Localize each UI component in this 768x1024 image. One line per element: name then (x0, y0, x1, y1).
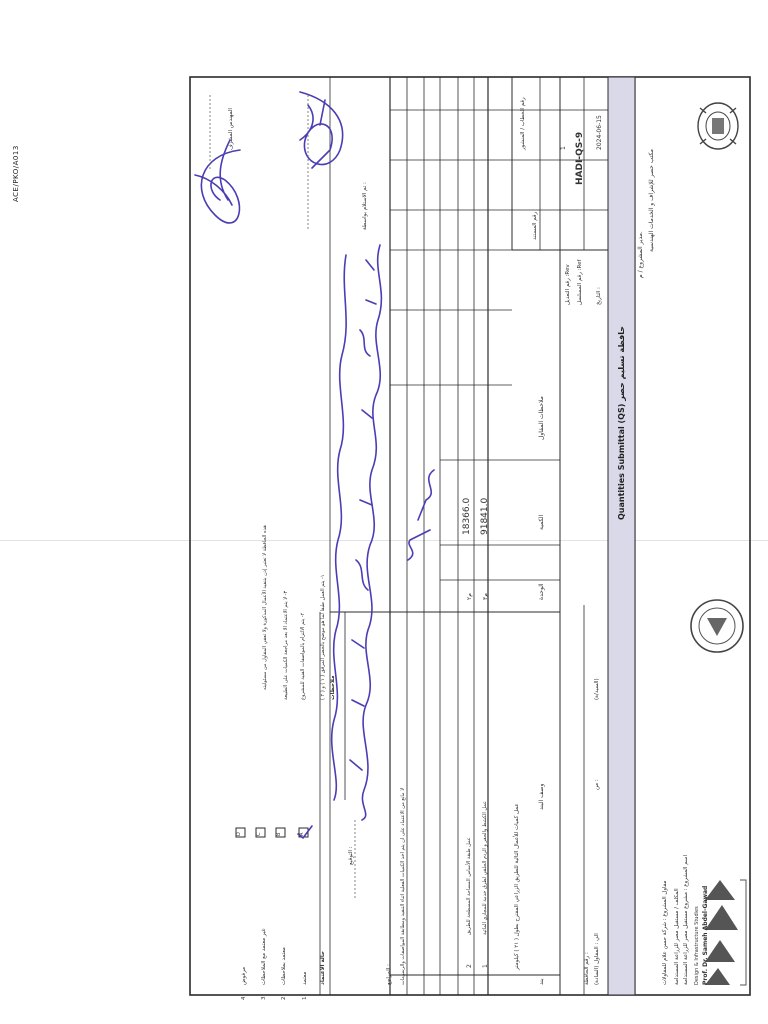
status-option-1: معتمد (302, 971, 308, 985)
ministry-logo (698, 103, 738, 149)
from-label: من : (594, 779, 600, 790)
row-2-unit: م٢ (466, 593, 473, 600)
seal-logo (691, 600, 743, 652)
notes-title: ملاحظات (330, 675, 336, 700)
status-option-1-code: A (299, 832, 305, 836)
status-option-4-no: 4 (241, 996, 247, 1000)
row-2-quantity: 18366.0 (462, 497, 472, 535)
col-header-description: وصف البند (538, 783, 545, 810)
footer-note: هذه الحافظة لا تعتبر إذن بتنفيذ الأعمال المذكورة ولا تعفي المقاول من مسئوليته (262, 525, 268, 690)
status-option-3-code: C (256, 832, 262, 836)
row-1-description: عمل الكشط والحفر و الردم الحلقي لطرق خدمة للمجاري المائية (482, 801, 488, 935)
status-option-1-no: 1 (302, 996, 308, 1000)
status-option-2-code: B (276, 832, 282, 836)
row-1-no: 1 (482, 964, 489, 968)
signature-label: التوقيع : (348, 846, 354, 865)
handwritten-approval-text (332, 245, 434, 820)
row-2-no: 2 (466, 964, 473, 968)
date-value: 2024-06-15 (596, 115, 603, 150)
project-owner: المكلف / مستقبل مصر للزراعة المستدامة (674, 888, 680, 985)
ref-number-label: رقم المسلسل :Ref (577, 259, 583, 305)
status-option-4-code: D (236, 832, 242, 836)
status-option-4: مرفوض (241, 966, 247, 985)
col-header-document-no: رقم المستند (532, 211, 538, 240)
status-option-3: غير معتمد مع الملاحظات (261, 928, 267, 985)
col-header-letter-no: رقم الخطاب / المنشور (520, 97, 526, 150)
rev-number-value: 1 (560, 146, 567, 150)
table-intro-text: عمل كميات للأعمال التالية للطريق الزراعي المقترح بطول ( ٢١ ) كيلومتر (514, 803, 520, 970)
project-name: اسم المشروع : مشروع مستقبل مصر للزراعة المستدامة (683, 854, 689, 985)
supervising-engineer-label: المهندس المشرف (228, 108, 234, 150)
reviewer-label: المراجع : (386, 964, 392, 985)
handwritten-signature-top (300, 92, 343, 168)
note-1: ١- يتم العمل طبقا لما هو موضح بالحصر المرفق ( ١ ) و ( ٢ ) (320, 574, 326, 700)
consultant-subtitle: Design & Infrastructure Studies (694, 906, 700, 985)
col-header-unit: الوحدة (538, 583, 545, 600)
date-label: التاريخ : (596, 287, 602, 305)
form-title: Quantities Submittal (QS) حافظة تسليم حصر (617, 326, 626, 520)
row-1-quantity: 91841.0 (480, 497, 490, 535)
col-header-item-no: بند (538, 978, 545, 985)
status-checkboxes (236, 828, 308, 837)
approval-status-title: حالة الاعتماد (320, 951, 326, 985)
col-header-quantity: الكمية (538, 514, 545, 530)
attention-label: (السيد/ة) (594, 678, 600, 700)
row-2-description: عمل طبقة الأساس المساحة المسطحة للطريق (466, 837, 472, 935)
table-note-row: لا مانع من الاعتماد على ان يتم اخذ الكميات الفعلية اثناء التنفيذ ومطابقة المواصفات والرسومات (400, 787, 406, 985)
col-header-contractor-notes: ملاحظات المقاول (538, 396, 545, 440)
document-code-text: ACE/PKO/A013 (12, 145, 20, 202)
ref-number-value: HADI-QS-9 (575, 131, 585, 185)
status-option-3-no: 3 (261, 996, 267, 1000)
status-option-2: معتمد بملاحظات (281, 947, 287, 985)
handwritten-signature-bottom (195, 140, 240, 223)
sheet-number-label: رقم الحافظة : (584, 952, 590, 985)
title-band (608, 77, 635, 995)
authority-subtitle: مدير المشروع / م. (637, 231, 644, 278)
consultant-logo (705, 880, 746, 985)
to-label: الي : المقاول (السادة) (594, 933, 600, 985)
received-by-label: تم الاستلام بواسطة : (362, 182, 368, 230)
row-1-unit: م٣ (482, 593, 489, 600)
rev-number-label: رقم التعديل :Rev (565, 264, 571, 305)
note-2: ٢- يتم الالتزام بالمواصفات الفنية للمشروع (300, 612, 306, 700)
consultant-name: Prof. Dr. Sameh Abdel-Gawad (702, 885, 709, 985)
project-contractor: مقاول المشروع : شركة حسن علام للمقاولات (662, 880, 668, 985)
authority-name: مكتب حصر للإشراف و الخدمات الهندسية (648, 148, 655, 252)
note-3: ٣- لا يتم الاعتماد الا بعد مراجعة الكميات على الطبيعة (283, 590, 289, 700)
status-option-2-no: 2 (281, 996, 287, 1000)
